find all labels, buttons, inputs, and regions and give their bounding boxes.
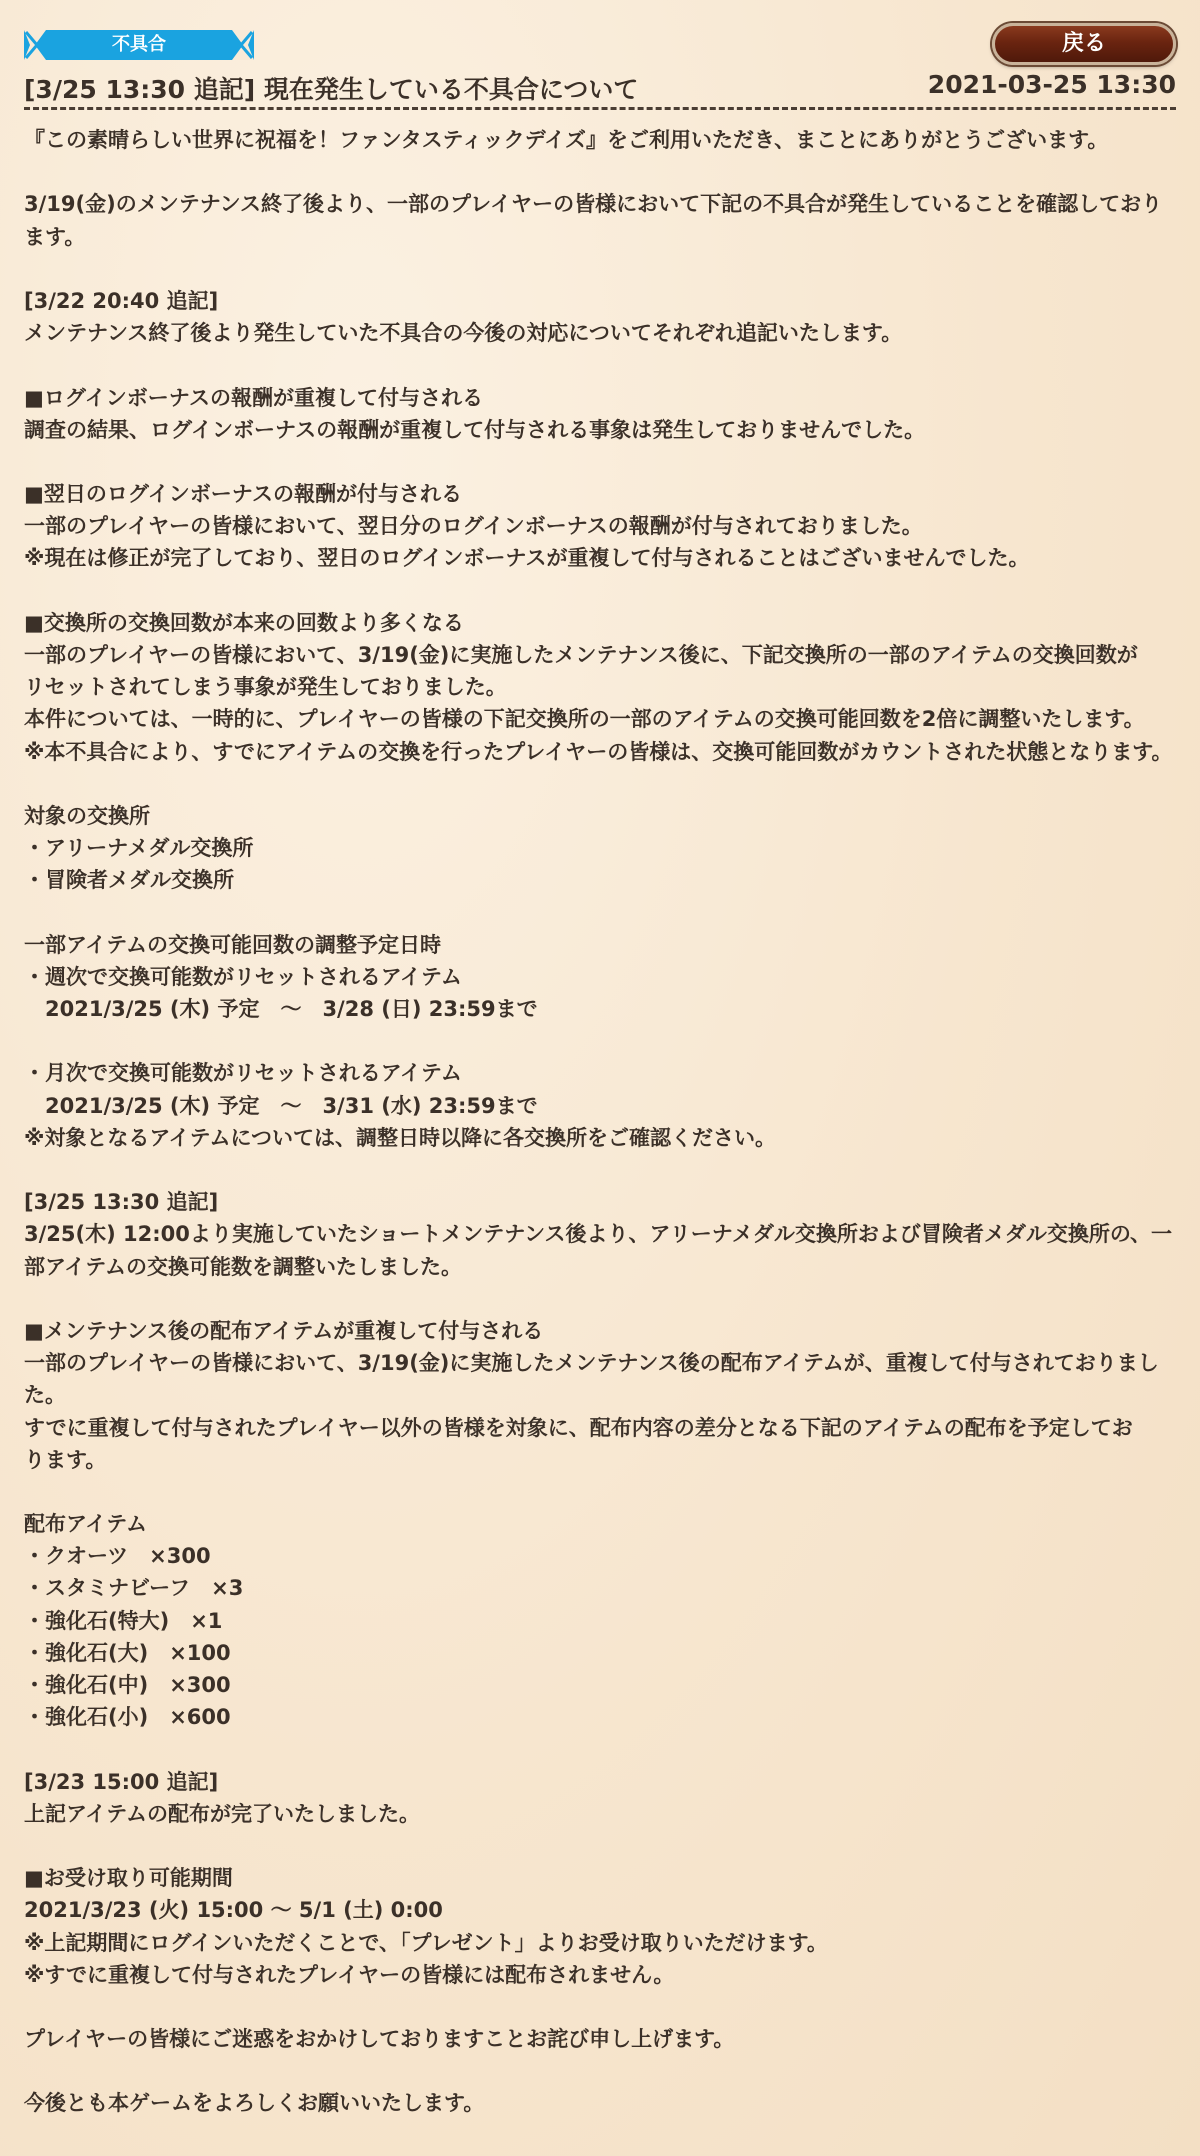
body-line: 今後とも本ゲームをよろしくお願いいたします。 bbox=[24, 2091, 485, 2116]
blank-line bbox=[24, 897, 1184, 929]
body-line: [3/22 20:40 追記] bbox=[24, 288, 219, 313]
body-line: た。 bbox=[24, 1383, 66, 1408]
blank-line bbox=[24, 1991, 1184, 2023]
body-line: 2021/3/25 (木) 予定 ～ 3/28 (日) 23:59まで bbox=[24, 997, 538, 1022]
header-divider bbox=[24, 107, 1176, 110]
body-line: 一部アイテムの交換可能回数の調整予定日時 bbox=[24, 932, 442, 957]
body-line: ■翌日のログインボーナスの報酬が付与される bbox=[24, 482, 462, 507]
blank-line bbox=[24, 1733, 1184, 1765]
notice-title: [3/25 13:30 追記] 現在発生している不具合について bbox=[24, 75, 639, 104]
body-line: [3/25 13:30 追記] bbox=[24, 1190, 219, 1215]
body-line: ・強化石(小) ×600 bbox=[24, 1705, 231, 1730]
body-line: ・アリーナメダル交換所 bbox=[24, 836, 254, 861]
blank-line bbox=[24, 253, 1184, 285]
blank-line bbox=[24, 575, 1184, 607]
body-line: ■お受け取り可能期間 bbox=[24, 1866, 233, 1891]
body-line: 本件については、一時的に、プレイヤーの皆様の下記交換所の一部のアイテムの交換可能回数を2倍に調整いたします。 bbox=[24, 707, 1145, 732]
body-line: 3/25(木) 12:00より実施していたショートメンテナンス後より、アリーナメダル交換所および冒険者メダル交換所の、一 bbox=[24, 1222, 1173, 1247]
category-label: 不具合 bbox=[112, 34, 166, 55]
body-line: ・強化石(特大) ×1 bbox=[24, 1608, 223, 1633]
blank-line bbox=[24, 156, 1184, 188]
body-line: ・強化石(中) ×300 bbox=[24, 1673, 231, 1697]
body-line: ■交換所の交換回数が本来の回数より多くなる bbox=[24, 610, 464, 635]
body-line: 一部のプレイヤーの皆様において、翌日分のログインボーナスの報酬が付与されておりました。 bbox=[24, 514, 923, 539]
body-line: ・月次で交換可能数がリセットされるアイテム bbox=[24, 1061, 462, 1086]
blank-line bbox=[24, 349, 1184, 381]
back-button[interactable]: 戻る bbox=[992, 23, 1176, 65]
body-line: ■メンテナンス後の配布アイテムが重複して付与される bbox=[24, 1318, 544, 1343]
body-line: 一部のプレイヤーの皆様において、3/19(金)に実施したメンテナンス後の配布アイテムが、重複して付与されておりまし bbox=[24, 1351, 1159, 1376]
body-line: ※本不具合により、すでにアイテムの交換を行ったプレイヤーの皆様は、交換可能回数がカウントされた状態となります。 bbox=[24, 739, 1173, 764]
category-badge bbox=[24, 30, 254, 60]
body-line: ・冒険者メダル交換所 bbox=[24, 868, 234, 893]
body-line: ・クオーツ ×300 bbox=[24, 1544, 211, 1569]
body-line: 調査の結果、ログインボーナスの報酬が重複して付与される事象は発生しておりませんでした。 bbox=[24, 417, 926, 442]
body-line: 部アイテムの交換可能数を調整いたしました。 bbox=[24, 1254, 463, 1279]
body-line: ・週次で交換可能数がリセットされるアイテム bbox=[24, 964, 462, 989]
blank-line bbox=[24, 2055, 1184, 2087]
blank-line bbox=[24, 1830, 1184, 1862]
body-line: ※上記期間にログインいただくことで、「プレゼント」よりお受け取りいただけます。 bbox=[24, 1930, 828, 1955]
body-line: 『この素晴らしい世界に祝福を！ファンタスティックデイズ』をご利用いただき、まことにありがとうございます。 bbox=[24, 128, 1109, 152]
body-line: ・スタミナビーフ ×3 bbox=[24, 1576, 244, 1601]
blank-line bbox=[24, 1154, 1184, 1186]
body-line: ■ログインボーナスの報酬が重複して付与される bbox=[24, 385, 483, 410]
body-line: リセットされてしまう事象が発生しておりました。 bbox=[24, 675, 507, 700]
body-line: 一部のプレイヤーの皆様において、3/19(金)に実施したメンテナンス後に、下記交換所の一部のアイテムの交換回数が bbox=[24, 643, 1138, 667]
body-line: 2021/3/25 (木) 予定 ～ 3/31 (水) 23:59まで bbox=[24, 1093, 538, 1118]
body-line: ※現在は修正が完了しており、翌日のログインボーナスが重複して付与されることはございませんでした。 bbox=[24, 546, 1030, 571]
notice-body bbox=[24, 124, 1184, 2120]
blank-line bbox=[24, 446, 1184, 478]
body-line: ※対象となるアイテムについては、調整日時以降に各交換所をご確認ください。 bbox=[24, 1125, 777, 1150]
body-line: 2021/3/23 (火) 15:00 ～ 5/1 (土) 0:00 bbox=[24, 1898, 443, 1923]
body-line: ・強化石(大) ×100 bbox=[24, 1640, 231, 1665]
body-line: 上記アイテムの配布が完了いたしました。 bbox=[24, 1801, 421, 1826]
body-line: メンテナンス終了後より発生していた不具合の今後の対応についてそれぞれ追記いたします。 bbox=[24, 321, 903, 346]
body-line: 3/19(金)のメンテナンス終了後より、一部のプレイヤーの皆様において下記の不具合が発生していることを確認しており bbox=[24, 192, 1163, 217]
body-line: ます。 bbox=[24, 224, 86, 249]
body-line: すでに重複して付与されたプレイヤー以外の皆様を対象に、配布内容の差分となる下記のアイテムの配布を予定してお bbox=[24, 1415, 1133, 1440]
body-line: ※すでに重複して付与されたプレイヤーの皆様には配布されません。 bbox=[24, 1962, 675, 1987]
body-line: プレイヤーの皆様にご迷惑をおかけしておりますことお詫び申し上げます。 bbox=[24, 2027, 735, 2052]
blank-line bbox=[24, 1283, 1184, 1315]
blank-line bbox=[24, 1476, 1184, 1508]
blank-line bbox=[24, 768, 1184, 800]
body-line: 対象の交換所 bbox=[24, 803, 150, 828]
notice-date: 2021-03-25 13:30 bbox=[927, 70, 1176, 99]
body-line: 配布アイテム bbox=[24, 1512, 148, 1537]
body-line: [3/23 15:00 追記] bbox=[24, 1769, 219, 1794]
body-line: ります。 bbox=[24, 1447, 107, 1472]
blank-line bbox=[24, 1025, 1184, 1057]
